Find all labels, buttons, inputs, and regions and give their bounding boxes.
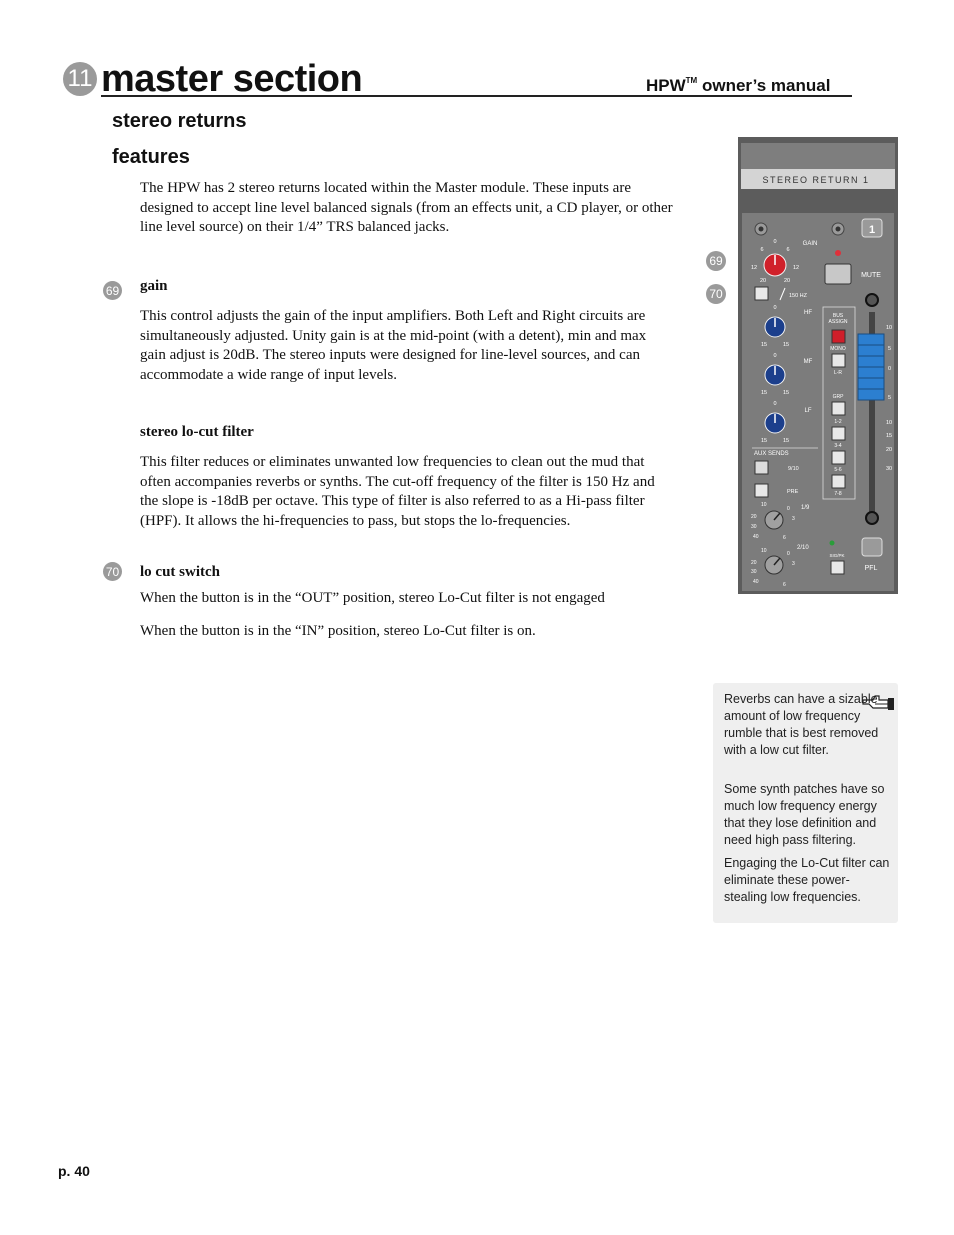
mf-label: MF [803, 359, 813, 365]
note-paragraph-2: Some synth patches have so much low frequency energy that they lose definition and need high pass filtering. [724, 782, 885, 847]
gain-scale-20a: 20 [759, 278, 767, 284]
item-marker-locut-switch: 70 [103, 562, 122, 581]
lf-label: LF [804, 408, 812, 414]
manual-brand: HPW [646, 76, 686, 95]
grp-label: GRP [832, 394, 844, 400]
manual-suffix: owner’s manual [697, 76, 831, 95]
bus-56-label: 5-6 [834, 467, 842, 473]
lf-scale-15a: 15 [760, 438, 768, 444]
jack-right-hole [836, 227, 841, 232]
fader-bottom-cap [866, 512, 878, 524]
mute-led [835, 250, 841, 256]
lr-label: L-R [833, 370, 843, 376]
jack-left-hole [759, 227, 764, 232]
gain-scale-6b: 6 [786, 247, 790, 253]
section-heading: stereo returns [112, 110, 247, 132]
locut-filter-subheading: stereo lo-cut filter [140, 424, 254, 440]
aux-19-label: 1/9 [801, 505, 810, 511]
note-paragraph-1: Reverbs can have a sizable amount of low frequency rumble that is best removed with a low cut filter. [724, 692, 879, 757]
aux2-scale-20: 20 [751, 560, 757, 566]
lr-button [832, 354, 845, 367]
aux2-scale-3: 3 [792, 561, 795, 567]
manual-name [646, 76, 830, 96]
mf-scale-15a: 15 [760, 390, 768, 396]
fader-scale-5b: 5 [888, 395, 892, 401]
locut-switch-out-paragraph: When the button is in the “OUT” position, stereo Lo-Cut filter is not engaged [140, 590, 605, 606]
locut-filter-paragraph: This filter reduces or eliminates unwanted low frequencies to clean out the mud that often accompanies reverbs or synths. The cut-off frequency of the filter is 150 Hz and the slope is -18dB per octave. This type of filter is also referred to as a Hi-pass filter (HPF). It allows the hi-frequencies to pass, but stops the lo-frequencies. [140, 454, 655, 529]
bus-34-label: 3-4 [834, 443, 842, 449]
sig-pk-led [830, 541, 835, 546]
locut-switch-in-paragraph: When the button is in the “IN” position, stereo Lo-Cut filter is on. [140, 623, 536, 639]
gain-subheading: gain [140, 278, 168, 294]
bus-78-label: 7-8 [834, 491, 842, 497]
bus-12-label: 1-2 [834, 419, 842, 425]
mf-scale-0: 0 [773, 353, 777, 359]
lf-scale-15b: 15 [782, 438, 790, 444]
bus-78-button [832, 475, 845, 488]
aux1-scale-30: 30 [751, 524, 757, 530]
features-heading: features [112, 146, 190, 168]
hf-label: HF [804, 310, 812, 316]
aux1-scale-3: 3 [792, 516, 795, 522]
locut-switch [755, 287, 768, 300]
channel-number-text: 1 [868, 224, 876, 236]
fader-scale-10b: 10 [886, 420, 893, 426]
fader-scale-5a: 5 [888, 346, 892, 352]
gain-scale-0: 0 [773, 239, 777, 245]
aux-910-switch [755, 461, 768, 474]
page-title: master section [101, 58, 363, 100]
bus-56-button [832, 451, 845, 464]
mute-button [825, 264, 851, 284]
aux-sends-label: AUX SENDS [754, 451, 789, 457]
gain-scale-12a: 12 [750, 265, 758, 271]
pfl-label: PFL [864, 565, 878, 572]
hf-scale-15b: 15 [782, 342, 790, 348]
gain-label: GAIN [802, 241, 818, 247]
lf-scale-0: 0 [773, 401, 777, 407]
gain-scale-12b: 12 [792, 265, 800, 271]
chapter-number-badge: 11 [63, 62, 97, 96]
mute-label: MUTE [861, 272, 881, 279]
gain-scale-6a: 6 [760, 247, 764, 253]
mf-scale-15b: 15 [782, 390, 790, 396]
panel-marker-switch: 70 [706, 284, 726, 304]
sig-pk-label: SIG/PK [829, 553, 845, 558]
aux-210-label: 2/10 [797, 545, 809, 551]
note-paragraph-3: Engaging the Lo-Cut filter can eliminate these power-stealing low frequencies. [724, 856, 890, 904]
pfl-number-badge [862, 538, 882, 556]
fader-scale-30: 30 [886, 466, 893, 472]
locut-switch-subheading: lo cut switch [140, 564, 220, 580]
bus-34-button [832, 427, 845, 440]
item-marker-gain: 69 [103, 281, 122, 300]
aux1-scale-20: 20 [751, 514, 757, 520]
aux2-scale-10: 10 [761, 548, 767, 554]
gain-paragraph: This control adjusts the gain of the input amplifiers. Both Left and Right circuits are simultaneously adjusted. Unity gain is at the mid-point (with a detent), min and max gain adjust is 20dB. The stereo inputs were designed for line-level sources, and can accommodate a wide range of input levels. [140, 308, 647, 383]
aux2-scale-6: 6 [783, 582, 786, 588]
pfl-button [831, 561, 844, 574]
page-number: p. 40 [58, 1163, 90, 1179]
fader-scale-0: 0 [888, 366, 892, 372]
fader-scale-20: 20 [886, 447, 893, 453]
hf-scale-15a: 15 [760, 342, 768, 348]
intro-paragraph: The HPW has 2 stereo returns located within the Master module. These inputs are designed to accept line level balanced signals (from an effects unit, a CD player, or other line level source) on their 1/4” TRS balanced jacks. [140, 180, 673, 236]
aux-pre-switch [755, 484, 768, 497]
side-note [713, 683, 898, 923]
mono-label: MONO [830, 346, 846, 352]
panel-marker-gain: 69 [706, 251, 726, 271]
panel-top-plate [741, 143, 895, 171]
strip-label: STEREO RETURN 1 [762, 175, 870, 185]
fader-scale-10a: 10 [886, 325, 893, 331]
bus-assign-label-2: ASSIGN [828, 319, 848, 325]
aux2-scale-40: 40 [753, 579, 759, 585]
aux1-scale-6: 6 [783, 535, 786, 541]
aux2-scale-0: 0 [787, 551, 790, 557]
bus-assign-label-1: BUS [832, 313, 844, 319]
aux1-scale-10: 10 [761, 502, 767, 508]
locut-frequency-label: 150 HZ [788, 293, 808, 299]
hf-scale-0: 0 [773, 305, 777, 311]
aux-910-label: 9/10 [788, 466, 799, 472]
aux-pre-label: PRE [787, 489, 799, 495]
aux2-scale-30: 30 [751, 569, 757, 575]
gain-scale-20b: 20 [783, 278, 791, 284]
fader-scale-15: 15 [886, 433, 893, 439]
trademark: TM [685, 76, 698, 85]
aux1-scale-0: 0 [787, 506, 790, 512]
fader-top-cap [866, 294, 878, 306]
mono-button [832, 330, 845, 343]
aux1-scale-40: 40 [753, 534, 759, 540]
bus-12-button [832, 402, 845, 415]
stereo-return-panel-illustration [738, 137, 898, 594]
